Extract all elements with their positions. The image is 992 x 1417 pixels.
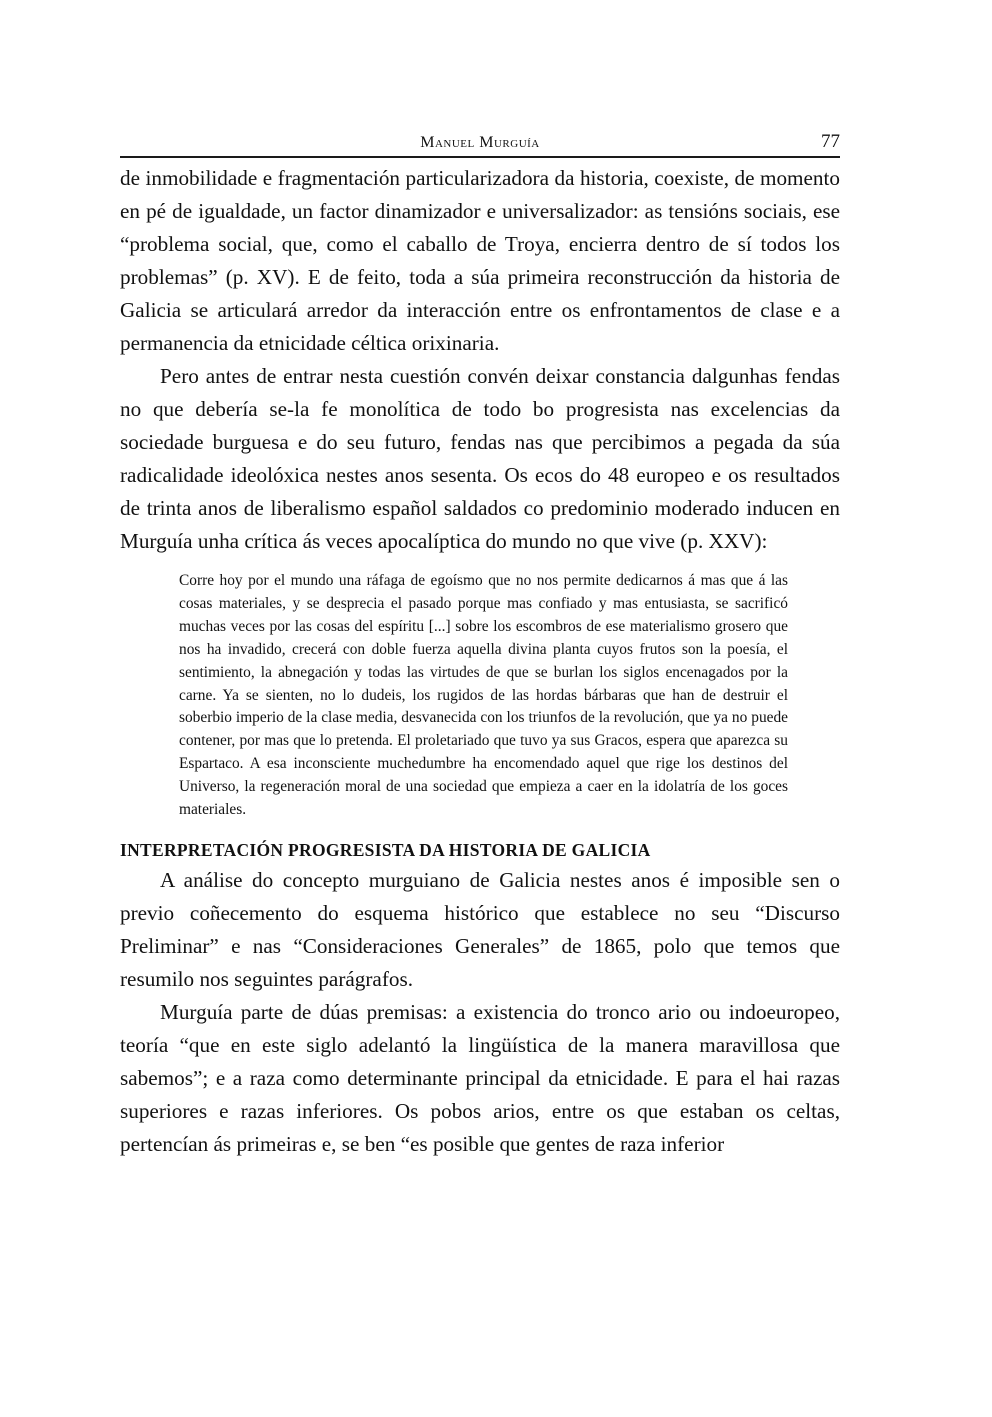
body-text <box>120 162 840 1161</box>
block-quote: Corre hoy por el mundo una ráfaga de egoísmo que no nos permite dedicarnos á mas que á las cosas materiales, y se desprecia el pasado porque mas confiado y mas entusiasta, se sacrificó muchas veces por las cosas del espíritu [...] sobre los escombros de ese materialismo grosero que nos ha invadido, crecerá con doble fuerza aquella divina planta cuyos frutos son la poesía, el sentimiento, la abnegación y todas las virtudes de que se burlan los siglos encenagados por la carne. Ya se sienten, no lo dudeis, los rugidos de las hordas bárbaras que han de destruir el soberbio imperio de la clase media, desvanecida con los triunfos de la revolución, que ya no puede contener, por mas que lo pretenda. El proletariado que tuvo ya sus Gracos, espera que aparezca su Espartaco. A esa inconsciente muchedumbre ha encomendado aquel que rige los destinos del Universo, la regeneración moral de una sociedad que empieza a caer en la idolatría de los goces materiales. <box>179 572 788 819</box>
paragraph-4: Murguía parte de dúas premisas: a existencia do tronco ario ou indoeuropeo, teoría “que en este siglo adelantó la lingüística de la manera maravillosa que sabemos”; e a raza como determinante principal da etnicidade. E para el hai razas superiores e razas inferiores. Os pobos arios, entre os que estaban os celtas, pertencían ás primeiras e, se ben “es posible que gentes de raza inferior <box>120 999 840 1156</box>
paragraph-3: A análise do concepto murguiano de Galicia nestes anos é imposible sen o previo coñecemento do esquema histórico que establece no seu “Discurso Preliminar” e nas “Consideraciones Generales” de 1865, polo que temos que resumilo nos seguintes parágrafos. <box>120 867 840 991</box>
paragraph-1: de inmobilidade e fragmentación particularizadora da historia, coexiste, de momento en pé de igualdade, un factor dinamizador e universalizador: as tensións sociais, ese “problema social, que, como el caballo de Troya, encierra dentro de sí todos los problemas” (p. XV). E de feito, toda a súa primeira reconstrucción da historia de Galicia se articulará arredor da interacción entre os enfrontamentos de clase e a permanencia da etnicidade céltica orixinaria. <box>120 166 840 355</box>
running-head <box>120 128 840 158</box>
page-number: 77 <box>821 131 840 152</box>
section-heading: INTERPRETACIÓN PROGRESISTA DA HISTORIA DE GALICIA <box>120 839 651 860</box>
paragraph-2: Pero antes de entrar nesta cuestión convén deixar constancia dalgunhas fendas no que debería se-la fe monolítica de todo bo progresista nas excelencias da sociedade burguesa e do seu futuro, fendas nas que percibimos a pegada da súa radicalidade ideolóxica nestes anos sesenta. Os ecos do 48 europeo e os resultados de trinta anos de liberalismo español saldados co predominio moderado inducen en Murguía unha crítica ás veces apocalíptica do mundo no que vive (p. XXV): <box>120 364 840 553</box>
running-head-author: Manuel Murguía <box>420 134 540 151</box>
book-page <box>120 128 840 1161</box>
